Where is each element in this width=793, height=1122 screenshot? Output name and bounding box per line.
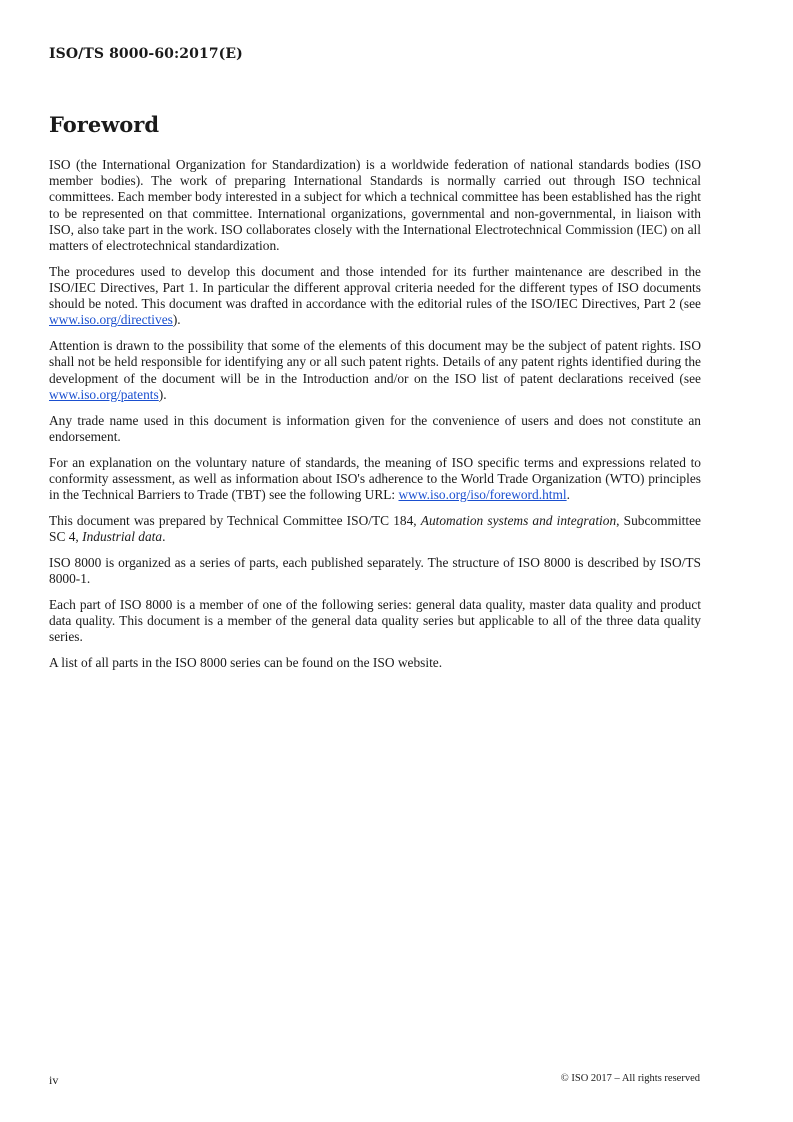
paragraph-voluntary-nature: [49, 455, 701, 504]
paragraph-text: ).: [172, 312, 181, 328]
page-title: Foreword: [49, 112, 160, 137]
foreword-body: [49, 157, 701, 681]
patents-link[interactable]: www.iso.org/patents: [49, 386, 159, 402]
paragraph-committee: [49, 513, 701, 545]
document-code: ISO/TS 8000-60:2017(E): [49, 46, 243, 62]
paragraph-text: , Subcommittee SC 4,: [49, 512, 701, 545]
paragraph-trade-name: Any trade name used in this document is information given for the convenience of users and does not constitute an endorsement.: [49, 412, 701, 444]
paragraph-text: ).: [158, 386, 167, 402]
paragraph-text: Attention is drawn to the possibility that some of the elements of this document may be the subject of patent rights. ISO shall not be held responsible for identifying any or all such patent rights. Details of any patent rights identified during the development of the document will be in the Introduction and/or on the ISO list of patent declarations received (see: [49, 338, 701, 386]
paragraph-text: The procedures used to develop this document and those intended for its further maintenance are described in the ISO/IEC Directives, Part 1. In particular the different approval criteria needed for the different types of ISO documents should be noted. This document was drafted in accordance with the editorial rules of the ISO/IEC Directives, Part 2 (see: [49, 263, 701, 312]
paragraph-series-organization: ISO 8000 is organized as a series of parts, each published separately. The structure of ISO 8000 is described by ISO/TS 8000-1.: [49, 554, 701, 587]
paragraph-text: This document was prepared by Technical Committee ISO/TC 184,: [49, 512, 421, 528]
page-number: iv: [49, 1073, 59, 1087]
paragraph-series-membership: Each part of ISO 8000 is a member of one of the following series: general data quality, master data quality and product data quality. This document is a member of the general data quality series but applicable to all of the three data quality series.: [49, 596, 701, 645]
directives-link[interactable]: www.iso.org/directives: [49, 312, 173, 328]
committee-title: Automation systems and integration: [420, 512, 617, 528]
paragraph-text: .: [566, 487, 570, 503]
foreword-link[interactable]: www.iso.org/iso/foreword.html: [398, 487, 567, 503]
paragraph-text: For an explanation on the voluntary nature of standards, the meaning of ISO specific terms and expressions related to conformity assessment, as well as information about ISO's adherence to the World Trade Organization (WTO) principles in the Technical Barriers to Trade (TBT) see the following URL:: [49, 454, 701, 503]
copyright-notice: © ISO 2017 – All rights reserved: [560, 1073, 700, 1084]
paragraph-parts-list: A list of all parts in the ISO 8000 series can be found on the ISO website.: [49, 655, 443, 671]
paragraph-procedures: [49, 264, 701, 329]
paragraph-iso-overview: ISO (the International Organization for Standardization) is a worldwide federation of national standards bodies (ISO member bodies). The work of preparing International Standards is normally carried out through ISO technical committees. Each member body interested in a subject for which a technical committee has been established has the right to be represented on that committee. International organizations, governmental and non-governmental, in liaison with ISO, also take part in the work. ISO collaborates closely with the International Electrotechnical Commission (IEC) on all matters of electrotechnical standardization.: [49, 157, 701, 254]
paragraph-text: .: [162, 529, 166, 545]
subcommittee-title: Industrial data: [82, 529, 163, 545]
paragraph-patents: [49, 338, 701, 403]
